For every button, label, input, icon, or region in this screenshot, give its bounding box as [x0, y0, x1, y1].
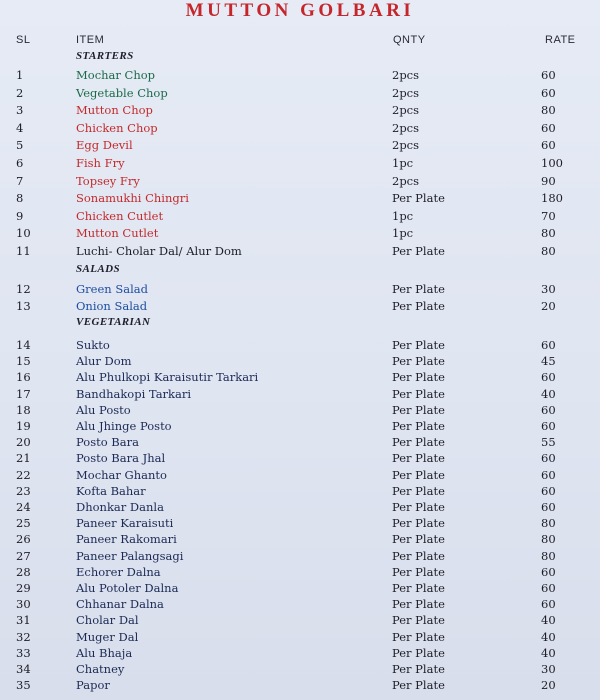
item-quantity: Per Plate [392, 629, 445, 644]
item-serial: 13 [16, 299, 31, 313]
restaurant-title: MUTTON GOLBARI [185, 0, 415, 21]
item-serial: 3 [16, 103, 24, 118]
menu-row [0, 434, 600, 451]
item-rate: 60 [541, 419, 556, 433]
menu-row [0, 337, 600, 354]
item-name: Chatney [76, 662, 125, 676]
item-serial: 20 [16, 435, 31, 450]
item-quantity: 2pcs [392, 138, 420, 153]
menu-row [0, 629, 600, 646]
item-quantity: Per Plate [392, 483, 445, 498]
item-name: Vegetable Chop [76, 85, 168, 100]
menu-row [0, 402, 600, 419]
item-name: Alu Bhaja [76, 645, 133, 660]
item-serial: 32 [16, 629, 31, 644]
item-serial: 18 [16, 402, 31, 417]
item-serial: 25 [16, 516, 31, 531]
item-rate: 60 [541, 402, 556, 417]
menu-row [0, 386, 600, 403]
item-serial: 27 [16, 548, 31, 563]
item-name: Alu Phulkopi Karaisutir Tarkari [76, 370, 259, 385]
header-rate: RATE [545, 34, 576, 46]
menu-row [0, 661, 600, 678]
item-rate: 40 [541, 645, 556, 660]
item-serial: 17 [16, 386, 31, 401]
item-name: Chicken Cutlet [76, 208, 164, 223]
menu-row [0, 281, 600, 298]
menu-row [0, 190, 600, 207]
menu-row [0, 450, 600, 467]
item-quantity: Per Plate [392, 548, 445, 563]
item-rate: 180 [541, 191, 563, 206]
item-rate: 60 [541, 85, 556, 100]
header-sl: SL [16, 34, 31, 46]
menu-row [0, 67, 600, 84]
menu-row [0, 208, 600, 225]
item-quantity: 2pcs [392, 173, 420, 188]
item-serial: 26 [16, 532, 31, 547]
item-serial: 15 [16, 354, 31, 369]
item-serial: 16 [16, 370, 31, 385]
item-name: Mutton Cutlet [76, 226, 159, 241]
menu-row [0, 612, 600, 629]
item-quantity: 1pc [392, 208, 414, 223]
item-rate: 40 [541, 629, 556, 644]
item-quantity: Per Plate [392, 516, 445, 531]
item-serial: 6 [16, 156, 24, 170]
menu-row [0, 155, 600, 172]
item-quantity: Per Plate [392, 581, 445, 595]
item-name: Alu Posto [76, 402, 131, 417]
menu-row [0, 102, 600, 119]
menu-row [0, 499, 600, 516]
item-serial: 12 [16, 282, 31, 296]
item-rate: 55 [541, 435, 556, 450]
item-quantity: Per Plate [392, 645, 445, 660]
header-item: ITEM [76, 34, 105, 46]
item-quantity: 2pcs [392, 85, 420, 100]
menu-row [0, 548, 600, 565]
menu-row [0, 531, 600, 548]
item-name: Mutton Chop [76, 103, 153, 118]
menu-row [0, 173, 600, 190]
item-rate: 60 [541, 500, 556, 514]
item-serial: 30 [16, 597, 31, 612]
item-name: Luchi- Cholar Dal/ Alur Dom [76, 244, 242, 258]
menu-row [0, 369, 600, 386]
item-quantity: Per Plate [392, 191, 445, 206]
item-serial: 10 [16, 226, 31, 241]
menu-row [0, 515, 600, 532]
item-name: Chhanar Dalna [76, 597, 164, 612]
item-quantity: 2pcs [392, 68, 420, 82]
item-name: Bandhakopi Tarkari [76, 386, 192, 401]
item-rate: 60 [541, 338, 556, 352]
item-serial: 35 [16, 678, 31, 693]
item-rate: 60 [541, 68, 556, 82]
item-name: Topsey Fry [76, 173, 140, 188]
item-rate: 60 [541, 597, 556, 612]
menu-row [0, 483, 600, 500]
item-rate: 60 [541, 483, 556, 498]
item-rate: 30 [541, 282, 556, 296]
item-rate: 80 [541, 226, 556, 241]
item-name: Papor [76, 678, 110, 693]
item-quantity: Per Plate [392, 370, 445, 385]
item-name: Muger Dal [76, 629, 139, 644]
menu-row [0, 225, 600, 242]
menu-row [0, 580, 600, 597]
item-rate: 20 [541, 678, 556, 693]
item-quantity: Per Plate [392, 419, 445, 433]
item-name: Egg Devil [76, 138, 133, 153]
item-name: Sonamukhi Chingri [76, 191, 189, 206]
item-name: Chicken Chop [76, 120, 158, 135]
item-quantity: Per Plate [392, 500, 445, 514]
item-name: Echorer Dalna [76, 564, 161, 579]
item-name: Paneer Karaisuti [76, 516, 174, 531]
menu-row [0, 677, 600, 694]
item-name: Posto Bara [76, 435, 139, 450]
item-quantity: Per Plate [392, 678, 445, 693]
item-rate: 80 [541, 532, 556, 547]
item-quantity: 1pc [392, 226, 414, 241]
item-quantity: Per Plate [392, 282, 445, 296]
item-quantity: Per Plate [392, 564, 445, 579]
item-quantity: Per Plate [392, 597, 445, 612]
menu-row [0, 85, 600, 102]
item-name: Posto Bara Jhal [76, 451, 166, 466]
item-rate: 45 [541, 354, 556, 369]
item-serial: 23 [16, 483, 31, 498]
item-rate: 60 [541, 564, 556, 579]
menu-row [0, 564, 600, 581]
item-name: Cholar Dal [76, 613, 139, 628]
item-serial: 21 [16, 451, 31, 466]
menu-row [0, 596, 600, 613]
item-quantity: Per Plate [392, 386, 445, 401]
item-rate: 60 [541, 370, 556, 385]
item-name: Alur Dom [76, 354, 132, 369]
item-quantity: Per Plate [392, 467, 445, 482]
item-rate: 80 [541, 244, 556, 258]
item-name: Green Salad [76, 282, 148, 296]
item-serial: 33 [16, 645, 31, 660]
item-serial: 8 [16, 191, 24, 206]
section-salads-heading: SALADS [76, 263, 120, 275]
item-quantity: Per Plate [392, 613, 445, 628]
item-serial: 11 [16, 244, 31, 258]
item-serial: 7 [16, 173, 24, 188]
menu-row [0, 120, 600, 137]
item-rate: 60 [541, 120, 556, 135]
item-serial: 31 [16, 613, 31, 628]
item-serial: 29 [16, 581, 31, 595]
item-quantity: Per Plate [392, 435, 445, 450]
item-rate: 100 [541, 156, 563, 170]
item-quantity: Per Plate [392, 402, 445, 417]
item-quantity: Per Plate [392, 451, 445, 466]
item-serial: 9 [16, 208, 24, 223]
item-name: Sukto [76, 338, 110, 352]
item-quantity: Per Plate [392, 299, 445, 313]
item-rate: 80 [541, 548, 556, 563]
item-rate: 60 [541, 138, 556, 153]
menu-row [0, 645, 600, 662]
item-serial: 4 [16, 120, 24, 135]
menu-row [0, 298, 600, 315]
item-serial: 28 [16, 564, 31, 579]
item-quantity: 2pcs [392, 103, 420, 118]
item-quantity: Per Plate [392, 662, 445, 676]
item-name: Paneer Palangsagi [76, 548, 184, 563]
item-name: Mochar Chop [76, 68, 156, 82]
item-quantity: Per Plate [392, 338, 445, 352]
item-rate: 40 [541, 613, 556, 628]
item-name: Alu Potoler Dalna [76, 581, 179, 595]
item-serial: 19 [16, 419, 31, 433]
item-quantity: Per Plate [392, 532, 445, 547]
item-quantity: 2pcs [392, 120, 420, 135]
item-rate: 70 [541, 208, 556, 223]
item-name: Kofta Bahar [76, 483, 146, 498]
header-qnty: QNTY [393, 34, 426, 46]
menu-row [0, 243, 600, 260]
item-quantity: Per Plate [392, 244, 445, 258]
item-quantity: Per Plate [392, 354, 445, 369]
item-name: Mochar Ghanto [76, 467, 167, 482]
item-quantity: 1pc [392, 156, 414, 170]
item-name: Onion Salad [76, 299, 148, 313]
menu-row [0, 418, 600, 435]
item-name: Fish Fry [76, 156, 125, 170]
item-rate: 40 [541, 386, 556, 401]
item-rate: 60 [541, 467, 556, 482]
item-rate: 60 [541, 451, 556, 466]
section-starters-heading: STARTERS [76, 50, 134, 62]
item-serial: 5 [16, 138, 24, 153]
item-rate: 20 [541, 299, 556, 313]
item-name: Alu Jhinge Posto [76, 419, 172, 433]
menu-row [0, 137, 600, 154]
item-serial: 22 [16, 467, 31, 482]
menu-row [0, 467, 600, 484]
item-serial: 2 [16, 85, 24, 100]
menu-row [0, 353, 600, 370]
item-rate: 90 [541, 173, 556, 188]
item-rate: 30 [541, 662, 556, 676]
item-rate: 80 [541, 516, 556, 531]
item-rate: 80 [541, 103, 556, 118]
item-rate: 60 [541, 581, 556, 595]
section-vegetarian-heading: VEGETARIAN [76, 316, 151, 328]
item-serial: 1 [16, 68, 24, 82]
item-name: Dhonkar Danla [76, 500, 164, 514]
item-serial: 34 [16, 662, 31, 676]
item-serial: 14 [16, 338, 31, 352]
item-name: Paneer Rakomari [76, 532, 177, 547]
item-serial: 24 [16, 500, 31, 514]
